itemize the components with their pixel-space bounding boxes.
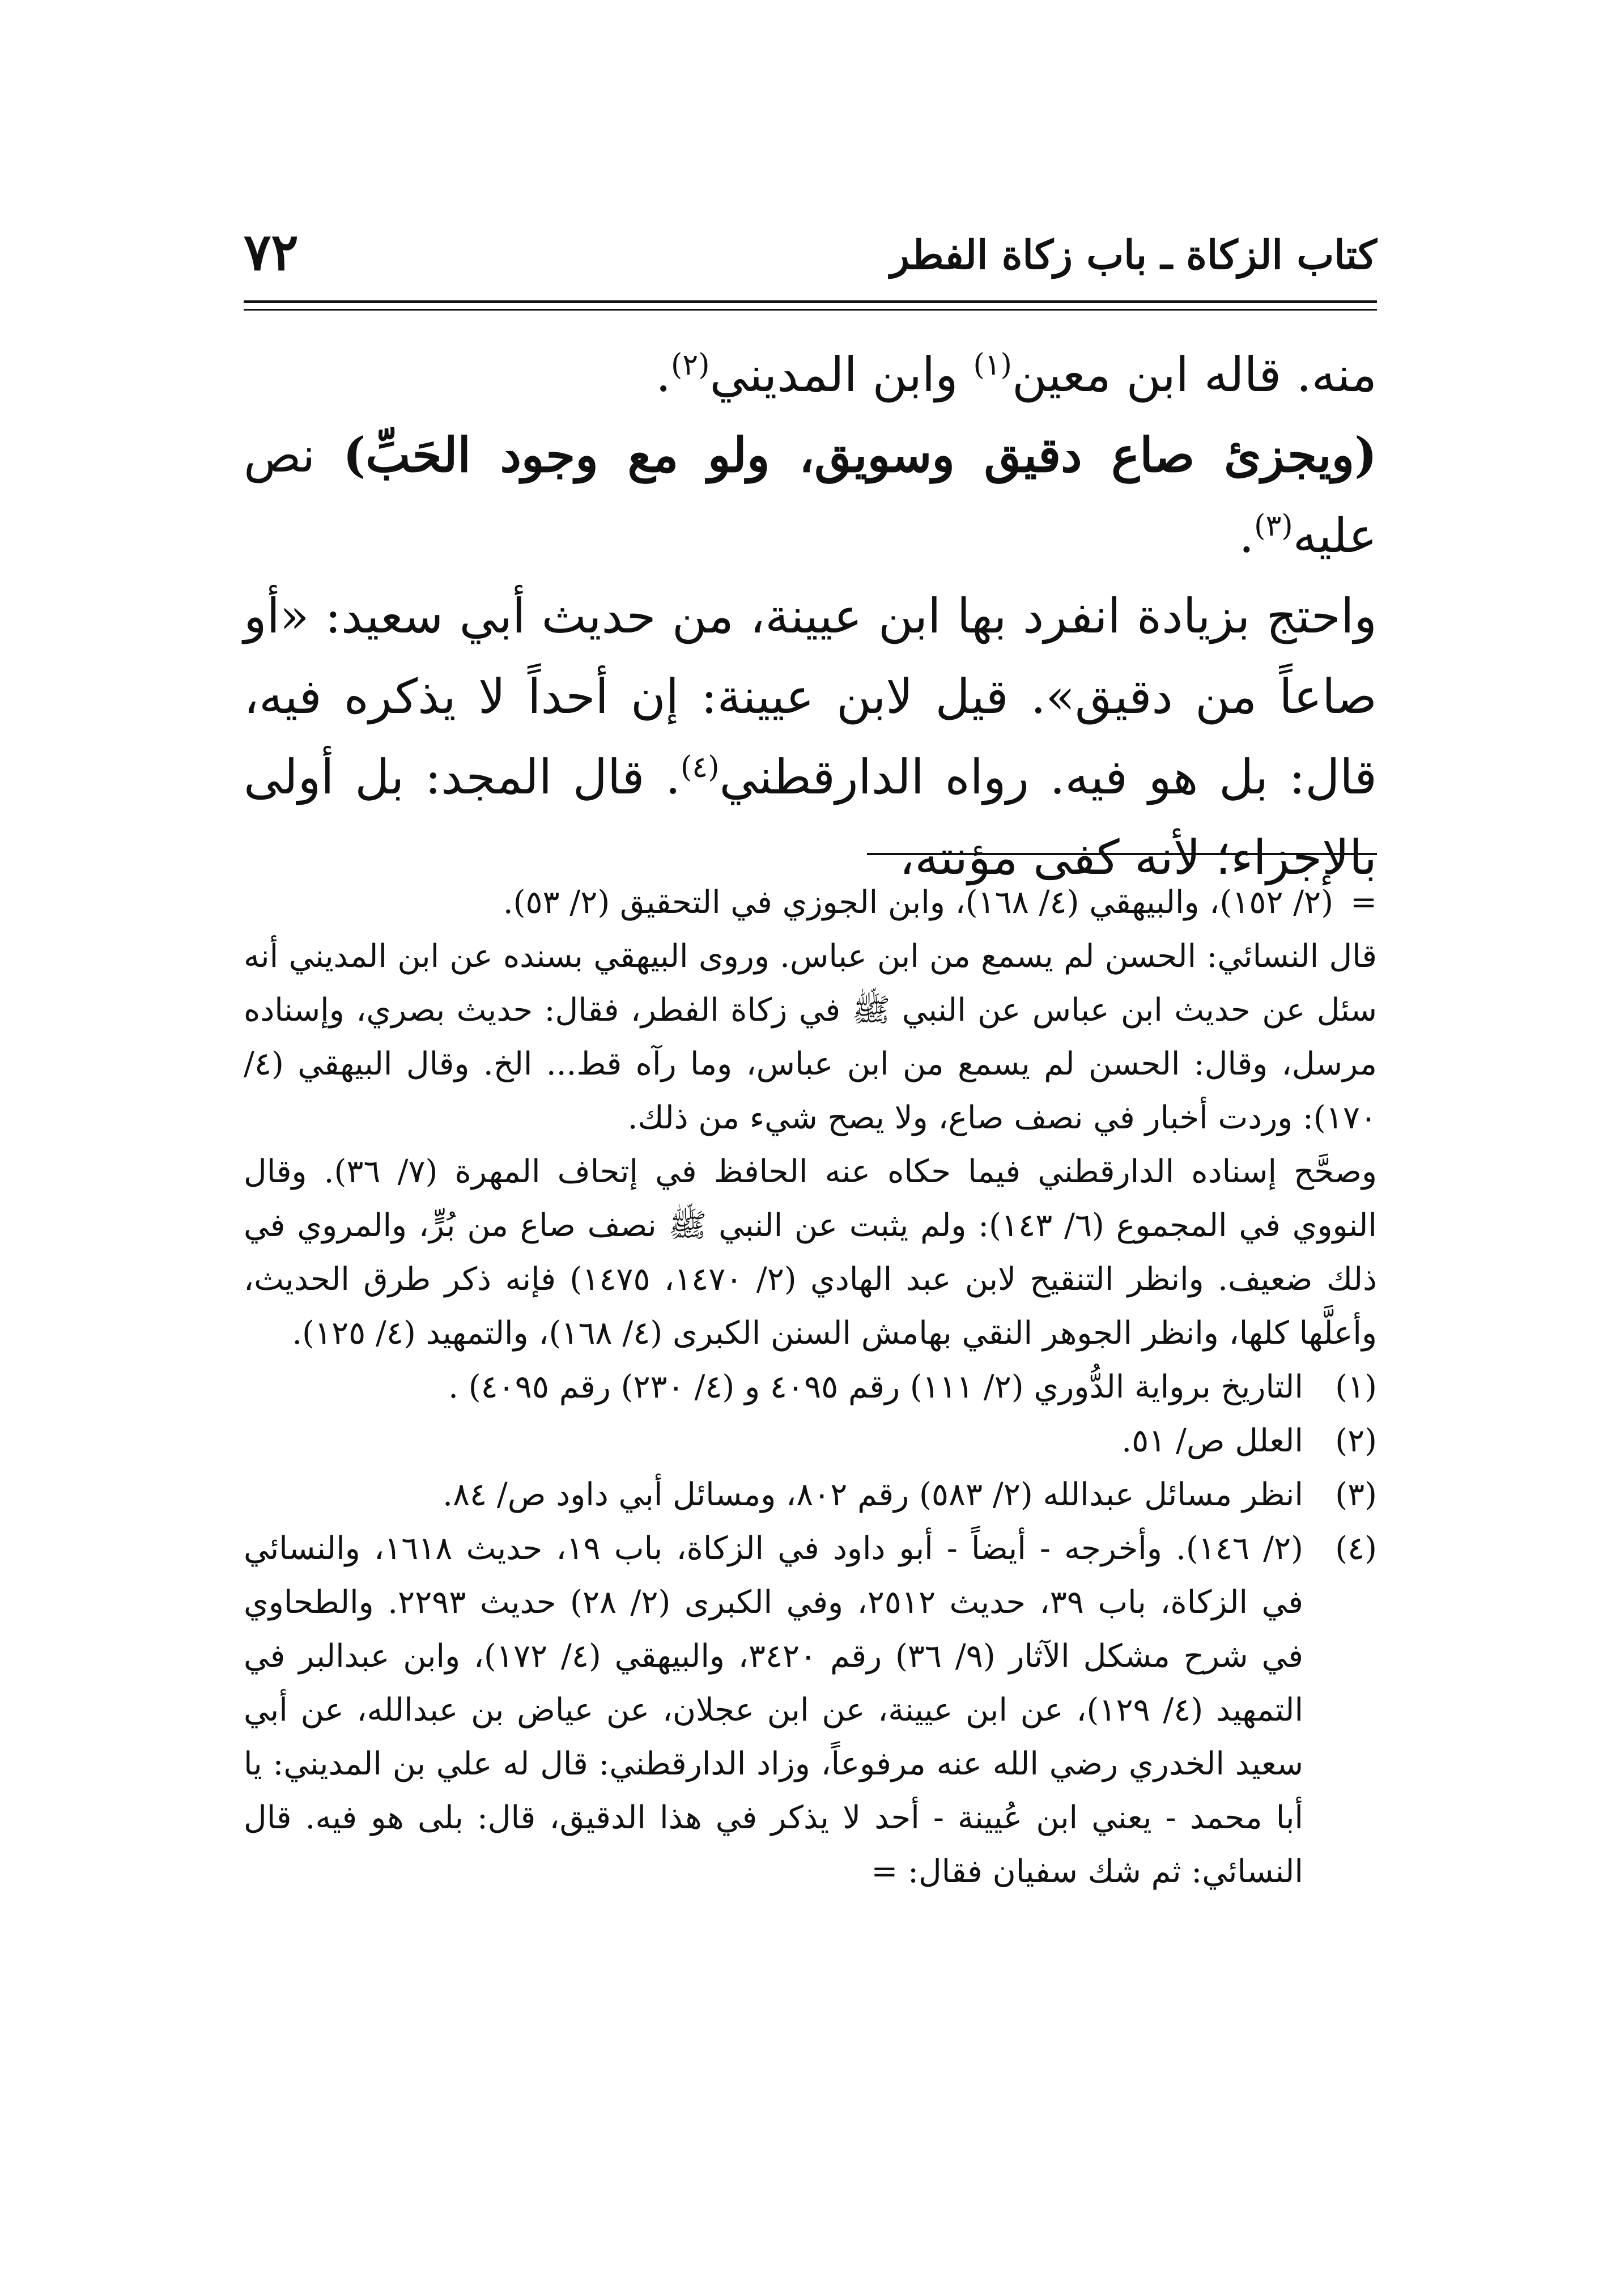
- footnote-continuation-3: وصحَّح إسناده الدارقطني فيما حكاه عنه الحافظ في إتحاف المهرة (٧/ ٣٦). وقال النووي في المجموع (٦/ ١٤٣): ولم يثبت عن النبي ﷺ نصف صاع من بُرٍّ، والمروي في ذلك ضعيف. وانظر التنقيح لابن عبد الهادي (٢/ ١٤٧٠، ١٤٧٥) فإنه ذكر طرق الحديث، وأعلَّها كلها، وانظر الجوهر النقي بهامش السنن الكبرى (٤/ ١٦٨)، والتمهيد (٤/ ١٢٥).: [244, 1153, 1378, 1352]
- main-text: [244, 334, 1377, 898]
- footnote-continuation-2: قال النسائي: الحسن لم يسمع من ابن عباس. وروى البيهقي بسنده عن ابن المديني أنه سئل عن حديث ابن عباس عن النبي ﷺ في زكاة الفطر، فقال: حديث بصري، وإسناده مرسل، وقال: الحسن لم يسمع من ابن عباس، وما رآه قط... الخ. وقال البيهقي (٤/ ١٧٠): وردت أخبار في نصف صاع، ولا يصح شيء من ذلك.: [244, 938, 1377, 1136]
- footnote-separator: [867, 853, 1377, 855]
- footnote-text: (٢/ ١٤٦). وأخرجه - أيضاً - أبو داود في الزكاة، باب ١٩، حديث ١٦١٨، والنسائي في الزكاة، باب ٣٩، حديث ٢٥١٢، وفي الكبرى (٢/ ٢٨) حديث ٢٢٩٣. والطحاوي في شرح مشكل الآثار (٩/ ٣٦) رقم ٣٤٢٠، والبيهقي (٤/ ١٧٢)، وابن عبدالبر في التمهيد (٤/ ١٢٩)، عن ابن عيينة، عن ابن عجلان، عن عياض بن عبدالله، عن أبي سعيد الخدري رضي الله عنه مرفوعاً، وزاد الدارقطني: قال له علي بن المديني: يا أبا محمد - يعني ابن عُيينة - أحد لا يذكر في هذا الدقيق، قال: بلى هو فيه. قال النسائي: ثم شك سفيان فقال: =: [244, 1530, 1304, 1890]
- footnote-number: (٢): [1335, 1422, 1377, 1459]
- footnote-continuation-1: [244, 876, 1377, 929]
- text-span: (٢/ ١٥٢)، والبيهقي (٤/ ١٦٨)، وابن الجوزي في التحقيق (٢/ ٥٣).: [503, 884, 1334, 921]
- main-paragraph: [244, 576, 1377, 898]
- text-span: وابن المديني: [709, 347, 973, 402]
- text-span: نص عليه: [244, 427, 1377, 563]
- footnote-ref-2: (٢): [670, 348, 710, 382]
- continuation-marker: =: [1350, 884, 1377, 921]
- text-span: منه. قاله ابن معين: [1011, 347, 1377, 402]
- page-header: [244, 224, 1377, 292]
- footnote-ref-3: (٣): [1254, 509, 1293, 543]
- footnote-item: [244, 1360, 1377, 1414]
- footnote-number: (٤): [1335, 1530, 1377, 1567]
- text-span: . قال المجد: بل أولى بالإجزاء؛ لأنه كفى مؤنته،: [244, 749, 1377, 885]
- text-span: .: [656, 347, 671, 402]
- running-title: كتاب الزكاة ـ باب زكاة الفطر: [890, 231, 1377, 278]
- footnote-item: [244, 1414, 1377, 1468]
- footnote-item: [244, 1468, 1377, 1522]
- page-number: ٧٢: [244, 222, 299, 282]
- footnote-text: انظر مسائل عبدالله (٢/ ٥٨٣) رقم ٨٠٢، ومسائل أبي داود ص/ ٨٤.: [443, 1476, 1303, 1513]
- footnote-number: (١): [1335, 1369, 1377, 1405]
- footnote-number: (٣): [1335, 1476, 1377, 1513]
- footnote-ref-1: (١): [973, 348, 1012, 382]
- footnote-ref-4: (٤): [681, 750, 720, 784]
- text-span: .: [1239, 508, 1255, 563]
- footnotes: [244, 876, 1377, 1899]
- text-span: واحتج بزيادة انفرد بها ابن عيينة، من حديث أبي سعيد: «أو صاعاً من دقيق». قيل لابن عيينة: إن أحداً لا يذكره فيه، قال: بل هو فيه. رواه الدارقطني: [244, 588, 1377, 805]
- footnote-item: [244, 1522, 1377, 1899]
- document-page: [244, 0, 1377, 2293]
- header-rule: [244, 300, 1377, 311]
- footnote-text: العلل ص/ ٥١.: [1121, 1422, 1303, 1459]
- main-line-2: [244, 415, 1377, 576]
- footnote-text: التاريخ برواية الدُّوري (٢/ ١١١) رقم ٤٠٩٥ و (٤/ ٢٣٠) رقم ٤٠٩٥) .: [448, 1369, 1303, 1405]
- main-line-1: [244, 334, 1377, 415]
- matn-bold: (ويجزئ صاع دقيق وسويق، ولو مع وجود الحَبِّ): [343, 427, 1377, 483]
